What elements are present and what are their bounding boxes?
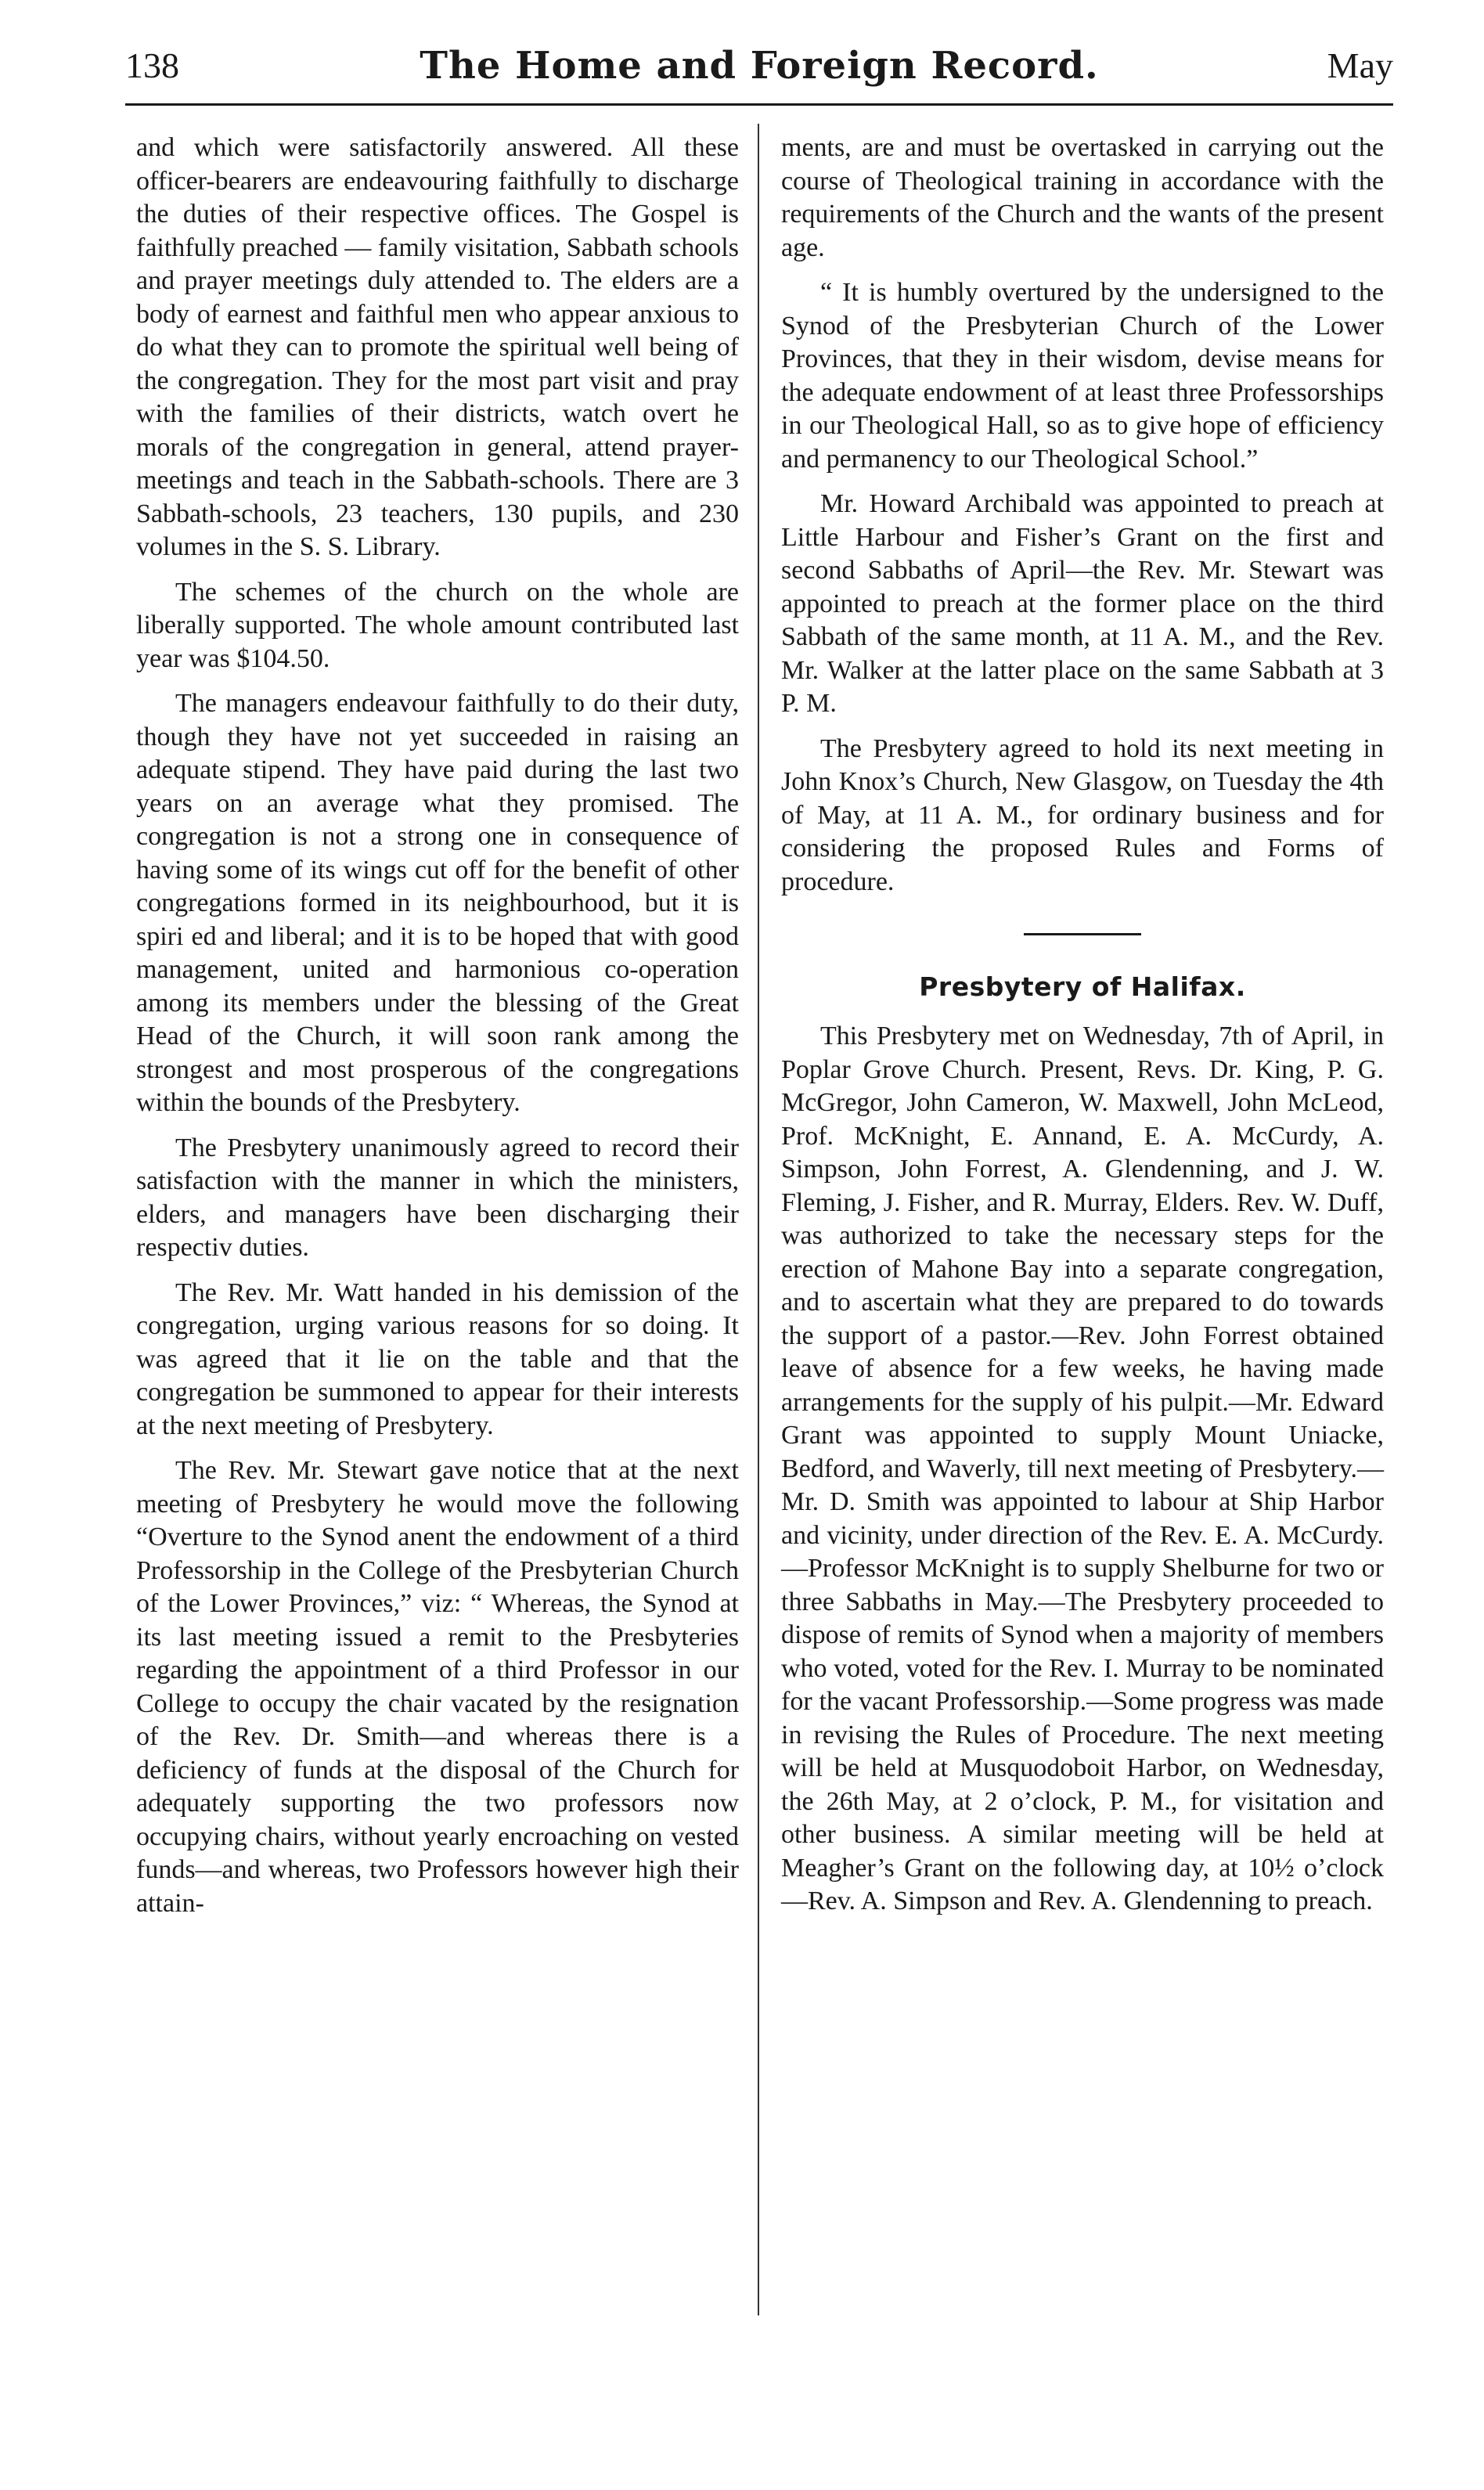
issue-month: May [1327, 45, 1393, 85]
paragraph: The schemes of the church on the whole are liberally supported. The whole amount contributed last year was $104.50. [136, 577, 739, 673]
page-number: 138 [125, 45, 179, 85]
paragraph: The Rev. Mr. Watt handed in his demission of the congregation, urging various reasons for so doing. It was agreed that it lie on the table and that the congregation be summoned to appear for their interests at the next meeting of Presbytery. [136, 1277, 739, 1440]
paragraph: “ It is humbly overtured by the undersigned to the Synod of the Presbyterian Church of the Lower Provinces, that they in their wisdom, devise means for the adequate endowment of at least three Professorships in our Theological Hall, so as to give hope of efficiency and permanency to our Theological School.” [781, 278, 1384, 474]
paragraph: This Presbytery met on Wednesday, 7th of April, in Poplar Grove Church. Present, Revs. Dr. King, P. G. McGregor, John Cameron, W. Maxwell, John McLeod, Prof. McKnight, E. Annand, E. A. McCurdy, A. Simpson, John Forrest, A. Glendenning, and J. W. Fleming, J. Fisher, and R. Murray, Elders. Rev. W. Duff, was authorized to take the necessary steps for the erection of Mahone Bay into a separate congregation, and to ascertain what they are prepared to do towards the support of a pastor.—Rev. John Forrest obtained leave of absence for a few weeks, he having made arrangements for the supply of his pulpit.—Mr. Edward Grant was appointed to supply Mount Uniacke, Bedford, and Waverly, till next meeting of Presbytery.—Mr. D. Smith was appointed to labour at Ship Harbor and vicinity, under direction of the Rev. E. A. McCurdy.—Professor McKnight is to supply Shelburne for two or three Sabbaths in May.—The Presbytery proceeded to dispose of remits of Synod when a majority of members who voted, voted for the Rev. I. Murray to be nominated for the vacant Professorship.—Some progress was made in revising the Rules of Procedure. The next meeting will be held at Musquodoboit Harbor, on Wednesday, the 26th May, at 2 o’clock, P. M., for visitation and other business. A similar meeting will be held at Meagher’s Grant on the following day, at 10½ o’clock —Rev. A. Simpson and Rev. A. Glendenning to preach. [781, 1022, 1384, 1915]
paragraph: Mr. Howard Archibald was appointed to preach at Little Harbour and Fisher’s Grant on the first and second Sabbaths of April—the Rev. Mr. Stewart was appointed to preach at the former place on the third Sabbath of the same month, at 11 A. M., and the Rev. Mr. Walker at the latter place on the same Sabbath at 3 P. M. [781, 489, 1384, 718]
column-divider [758, 124, 759, 2315]
section-separator [1024, 933, 1141, 935]
paragraph: The managers endeavour faithfully to do their duty, though they have not yet succeeded in raising an adequate stipend. They have paid during the last two years on an average what they promised. The congregation is not a strong one in consequence of having some of its wings cut off for the benefit of other congregations formed in its neighbourhood, but it is spiri ed and liberal; and it is to be hoped that with good management, united and harmonious co-operation among its members under the blessing of the Great Head of the Church, it will soon rank among the strongest and most prosperous of the congregations within the bounds of the Presbytery. [136, 689, 739, 1117]
running-header [125, 42, 1393, 105]
section-heading: Presbytery of Halifax. [919, 971, 1246, 1002]
right-column [781, 132, 1384, 1930]
paragraph: The Presbytery unanimously agreed to record their satisfaction with the manner in which the ministers, elders, and managers have been discharging their respectiv duties. [136, 1133, 739, 1262]
paragraph: and which were satisfactorily answered. All these officer-bearers are endeavouring faithfully to discharge the duties of their respective offices. The Gospel is faithfully preached — family visitation, Sabbath schools and prayer meetings duly attended to. The elders are a body of earnest and faithful men who appear anxious to do what they can to promote the spiritual well being of the congregation. They for the most part visit and pray with the families of their districts, watch overt he morals of the congregation in general, attend prayer-meetings and teach in the Sabbath-schools. There are 3 Sabbath-schools, 23 teachers, 130 pupils, and 230 volumes in the S. S. Library. [136, 133, 739, 561]
paragraph: The Presbytery agreed to hold its next meeting in John Knox’s Church, New Glasgow, on Tuesday the 4th of May, at 11 A. M., for ordinary business and for considering the proposed Rules and Forms of procedure. [781, 733, 1384, 896]
header-rule [125, 103, 1393, 106]
left-column [136, 132, 739, 1932]
journal-title: The Home and Foreign Record. [420, 44, 1099, 88]
paragraph: The Rev. Mr. Stewart gave notice that at the next meeting of Presbytery he would move the following “Overture to the Synod anent the endowment of a third Professorship in the College of the Presbyterian Church of the Lower Provinces,” viz: “ Whereas, the Synod at its last meeting issued a remit to the Presbyteries regarding the appointment of a third Professor in our College to occupy the chair vacated by the resignation of the Rev. Dr. Smith—and whereas there is a deficiency of funds at the disposal of the Church for adequately supporting the two professors now occupying chairs, without yearly encroaching on vested funds—and whereas, two Professors however high their attain- [136, 1456, 739, 1918]
paragraph: ments, are and must be overtasked in carrying out the course of Theological training in accordance with the requirements of the Church and the wants of the present age. [781, 133, 1384, 262]
